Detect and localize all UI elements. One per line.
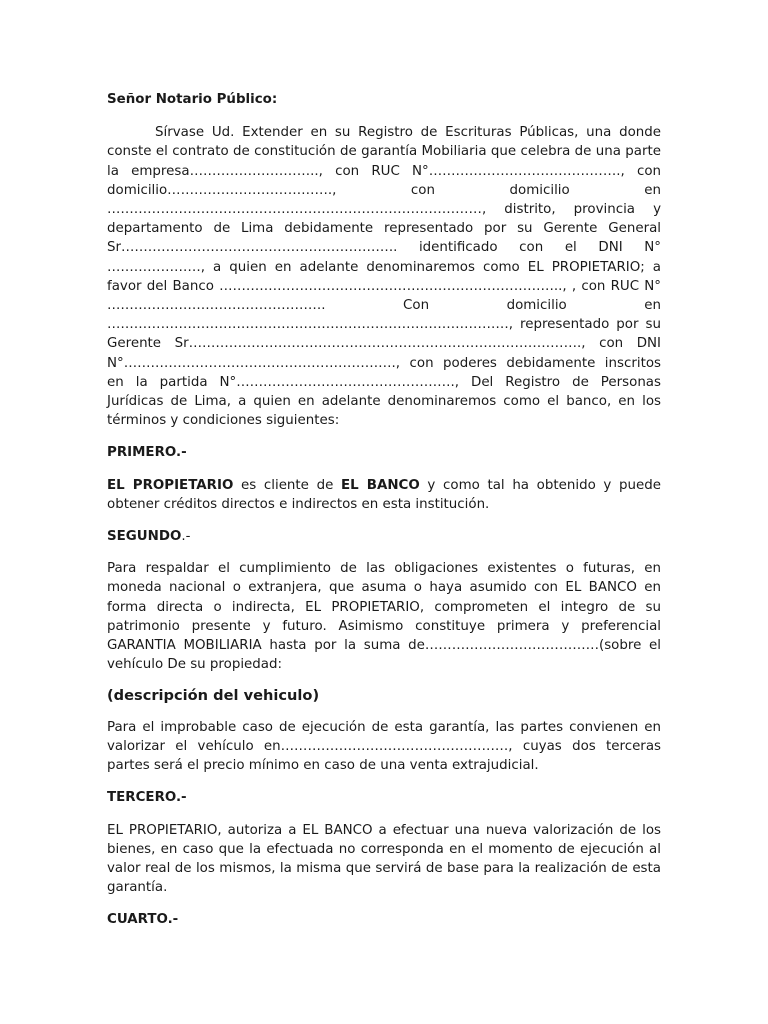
vehicle-description-heading: (descripción del vehiculo) (107, 687, 320, 705)
document-body (107, 90, 661, 943)
clause-primero-text-2: y como tal ha obtenido y puede obtener créditos directos e indirectos en esta institución. (107, 477, 661, 512)
addressee-heading: Señor Notario Público: (107, 92, 278, 107)
party-owner-bold: EL PROPIETARIO (107, 477, 234, 493)
party-bank-bold: EL BANCO (341, 477, 420, 493)
clause-primero-heading: PRIMERO.- (107, 445, 187, 461)
clause-primero-paragraph (107, 476, 661, 514)
clause-segundo-heading (107, 527, 661, 546)
clause-cuarto-heading: CUARTO.- (107, 912, 179, 928)
clause-tercero-heading: TERCERO.- (107, 790, 187, 806)
clause-tercero-paragraph: EL PROPIETARIO, autoriza a EL BANCO a efectuar una nueva valorización de los bienes, en caso que la efectuada no corresponda en el momento de ejecución al valor real de los mismos, la misma que servirá de base para la realización de esta garantía. (107, 822, 661, 896)
clause-segundo-heading-text: SEGUNDO (107, 529, 182, 545)
clause-segundo-heading-suffix: .- (181, 529, 191, 545)
intro-paragraph: Sírvase Ud. Extender en su Registro de Escrituras Públicas, una donde conste el contrato de constitución de garantía Mobiliaria que celebra de una parte la empresa……………………….., con RUC N°……………………………………., con domicilio………………………………., con domicilio en …………………………………………………………………………, distrito, provincia y departamento de Lima debidamente representado por su Gerente General Sr…………………………………………………….. identificado con el DNI N° …………………, a quien en adelante denominaremos como EL PROPIETARIO; a favor del Banco ………………………………………………………………….., , con RUC N° …………………………………………. Con domicilio en ………………………………………………………………………………, representado por su Gerente Sr……………………………………………………………………………., con DNI N°……………………………………………………., con poderes debidamente inscritos en la partida N°…………………………………………., Del Registro de Personas Jurídicas de Lima, a quien en adelante denominaremos como el banco, en los términos y condiciones siguientes: (107, 125, 661, 429)
clause-segundo-paragraph-2: Para el improbable caso de ejecución de esta garantía, las partes convienen en valorizar el vehículo en……………………………………………, cuyas dos terceras partes será el precio mínimo en caso de una venta extrajudicial. (107, 719, 661, 774)
clause-primero-text-1: es cliente de (233, 477, 341, 493)
clause-segundo-paragraph: Para respaldar el cumplimiento de las obligaciones existentes o futuras, en moneda nacional o extranjera, que asuma o haya asumido con EL BANCO en forma directa o indirecta, EL PROPIETARIO, comprometen el integro de su patrimonio presente y futuro. Asimismo constituye primera y preferencial GARANTIA MOBILIARIA hasta por la suma de…………………………………(sobre el vehículo De su propiedad: (107, 561, 661, 673)
